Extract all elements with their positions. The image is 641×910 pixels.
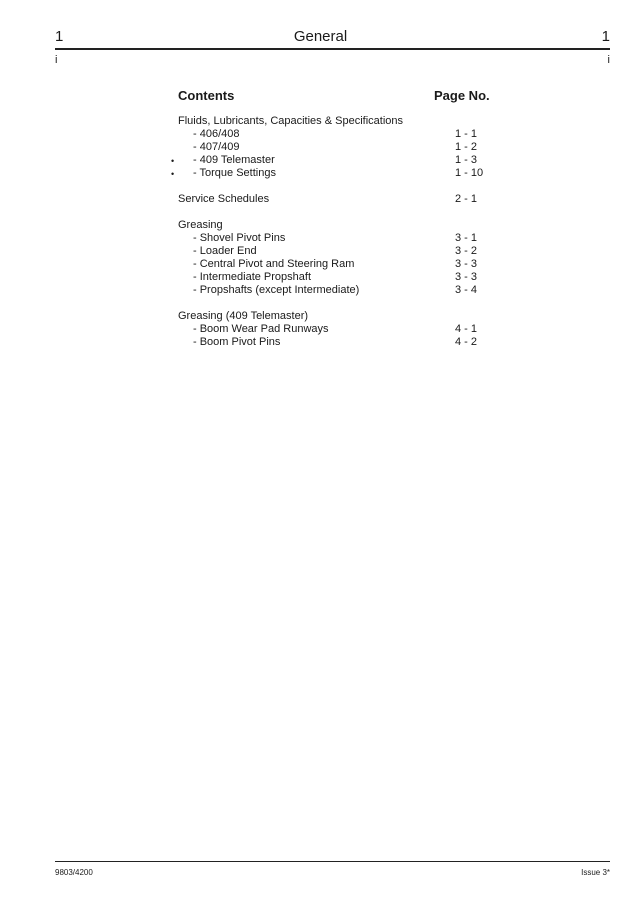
contents-page-number: 2 - 1 [455,193,478,205]
contents-item: - Boom Pivot Pins [193,336,281,348]
contents-page-number: 1 - 3 [455,154,478,166]
footer-divider [55,861,610,862]
contents-page-number: 4 - 2 [455,336,478,348]
header-subsection-left: i [55,54,58,66]
header-divider [55,48,610,50]
contents-item: Greasing [178,219,223,231]
contents-item: - Torque Settings [193,167,276,179]
contents-item: - Intermediate Propshaft [193,271,312,283]
contents-item: - Boom Wear Pad Runways [193,323,329,335]
header-section-number-left: 1 [55,28,64,45]
contents-item: - Loader End [193,245,257,257]
contents-page-number: 1 - 10 [455,167,484,179]
contents-item: - Propshafts (except Intermediate) [193,284,360,296]
contents-page-number: 3 - 3 [455,271,478,283]
contents-heading: Contents [178,88,235,103]
change-marker: • [171,169,175,179]
contents-item: Fluids, Lubricants, Capacities & Specifications [178,115,403,127]
contents-item: - Shovel Pivot Pins [193,232,286,244]
footer-issue: Issue 3* [581,868,610,877]
contents-page-number: 3 - 4 [455,284,478,296]
contents-page-number: 1 - 2 [455,141,478,153]
contents-page-number: 3 - 1 [455,232,478,244]
header-section-number-right: 1 [601,28,610,45]
header-subsection-right: i [607,54,610,66]
contents-item: - 409 Telemaster [193,154,275,166]
contents-item: - 407/409 [193,141,240,153]
contents-item: Service Schedules [178,193,270,205]
page-title: General [293,28,348,45]
contents-page-number: 3 - 2 [455,245,478,257]
change-marker: • [171,156,175,166]
footer-document-number: 9803/4200 [55,868,93,877]
contents-item: - 406/408 [193,128,240,140]
contents-item: - Central Pivot and Steering Ram [193,258,355,270]
page-number-heading: Page No. [434,88,490,103]
contents-page-number: 4 - 1 [455,323,478,335]
contents-item: Greasing (409 Telemaster) [178,310,309,322]
contents-page-number: 1 - 1 [455,128,478,140]
contents-page-number: 3 - 3 [455,258,478,270]
